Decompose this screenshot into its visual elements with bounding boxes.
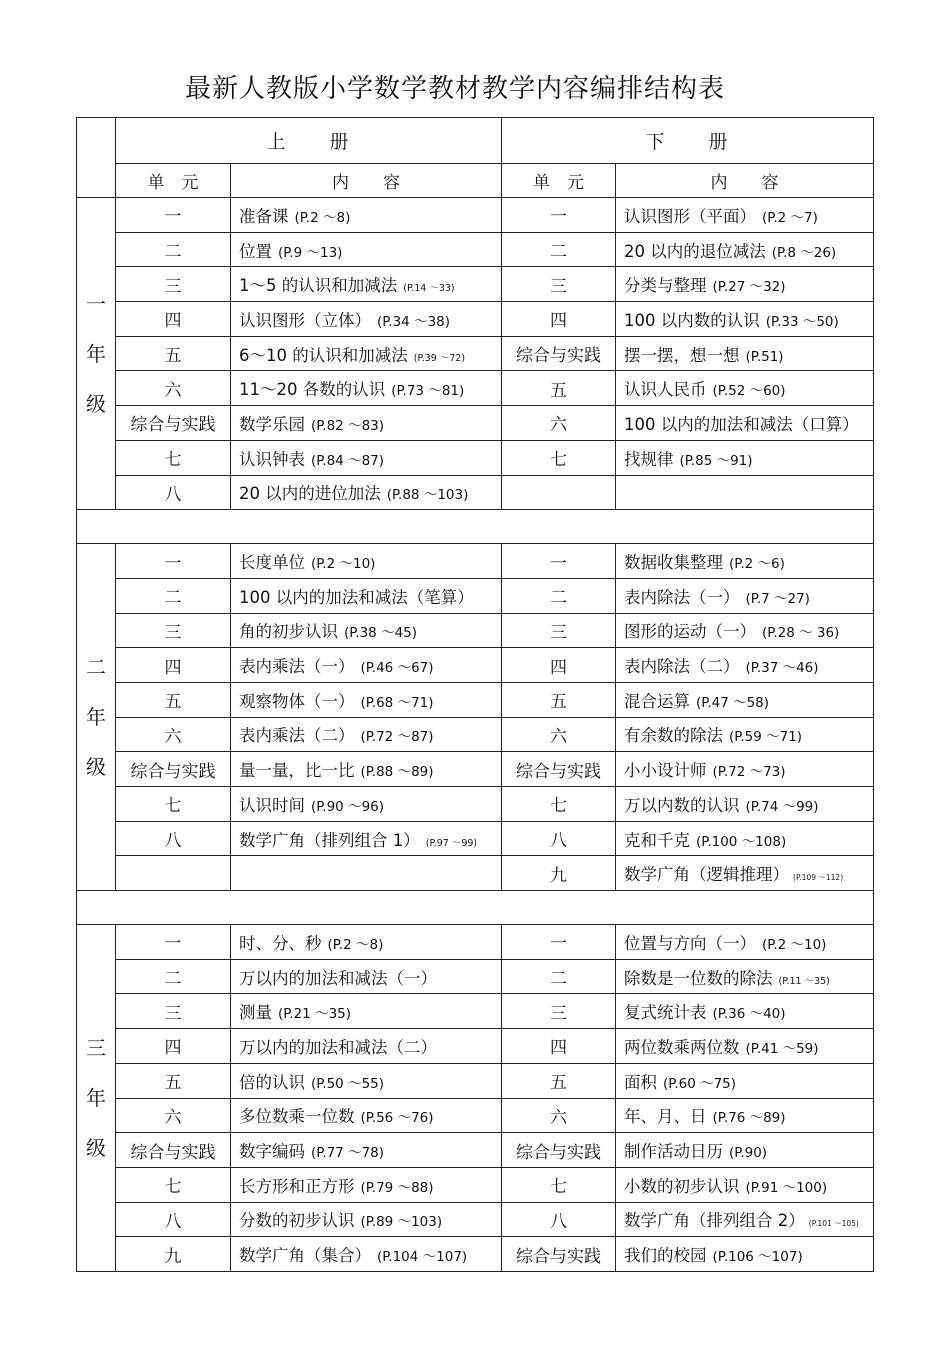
content-title: 找规律 [624, 449, 674, 469]
content-cell-lower [616, 787, 874, 822]
content-title: 测量 [239, 1003, 272, 1023]
page-range: (P.41 ～59) [745, 1040, 819, 1057]
content-title: 我们的校园 [624, 1246, 707, 1266]
content-title: 混合运算 [624, 691, 691, 711]
content-title: 数字编码 [239, 1142, 305, 1162]
page-range: (P.90) [729, 1145, 768, 1162]
content-title: 克和千克 [624, 830, 691, 850]
content-title: 位置 [239, 241, 272, 261]
page-range: (P.89 ～103) [360, 1214, 443, 1231]
content-title: 100 以内数的认识 [624, 310, 760, 330]
unit-cell-upper: 七 [116, 787, 231, 822]
table-row [77, 475, 874, 510]
table-row [77, 717, 874, 752]
page-range: (P.36 ～40) [712, 1006, 786, 1023]
table-row [77, 440, 874, 475]
table-row [77, 1098, 874, 1133]
content-title: 图形的运动（一） [624, 622, 757, 642]
content-cell-lower [616, 613, 874, 648]
page-range: (P.74 ～99) [745, 798, 819, 815]
unit-cell-upper: 一 [116, 544, 231, 579]
page-range: (P.2 ～8) [327, 936, 384, 953]
page-title: 最新人教版小学数学教材教学内容编排结构表 [184, 74, 725, 104]
table-row [77, 787, 874, 822]
unit-cell-upper: 一 [116, 925, 231, 960]
content-cell-lower [616, 1029, 874, 1064]
content-title: 万以内数的认识 [624, 795, 740, 815]
content-title: 分数的初步认识 [239, 1211, 355, 1231]
content-cell-lower [616, 267, 874, 302]
content-cell-upper [231, 267, 502, 302]
unit-cell-lower: 六 [502, 406, 616, 441]
page-range: (P.2 ～8) [294, 209, 351, 226]
page-range: (P.7 ～27) [745, 590, 810, 607]
unit-cell-upper: 五 [116, 682, 231, 717]
unit-cell-upper: 七 [116, 1167, 231, 1202]
unit-cell-lower: 六 [502, 1098, 616, 1133]
table-row [77, 1167, 874, 1202]
content-cell-lower [616, 406, 874, 441]
unit-cell-upper: 二 [116, 578, 231, 613]
header-upper-volume: 上 册 [116, 118, 502, 164]
content-cell-lower [616, 336, 874, 371]
unit-cell-upper [116, 856, 231, 891]
page-range: (P.27 ～32) [712, 279, 786, 296]
content-cell-lower [616, 1098, 874, 1133]
unit-cell-lower: 七 [502, 440, 616, 475]
page-range: (P.46 ～67) [360, 660, 434, 677]
content-title: 观察物体（一） [239, 691, 355, 711]
content-cell-upper [231, 682, 502, 717]
unit-cell-lower: 综合与实践 [502, 1133, 616, 1168]
content-cell-lower [616, 371, 874, 406]
content-title: 长方形和正方形 [239, 1176, 355, 1196]
content-cell-upper [231, 717, 502, 752]
content-cell-lower [616, 1133, 874, 1168]
content-title: 数学广角（排列组合 1） [239, 830, 420, 850]
content-cell-lower [616, 925, 874, 960]
content-title: 复式统计表 [624, 1003, 707, 1023]
table-body [77, 118, 874, 1272]
unit-cell-lower: 一 [502, 925, 616, 960]
page-range: (P.91 ～100) [745, 1179, 828, 1196]
content-title: 制作活动日历 [624, 1142, 724, 1162]
page-range: (P.85 ～91) [679, 452, 753, 469]
table-row [77, 198, 874, 233]
content-title: 摆一摆，想一想 [624, 345, 740, 365]
content-cell-lower [616, 1167, 874, 1202]
content-title: 位置与方向（一） [624, 933, 757, 953]
unit-cell-lower: 二 [502, 232, 616, 267]
content-cell-upper [231, 336, 502, 371]
unit-cell-upper: 综合与实践 [116, 752, 231, 787]
grade-label-char: 三 [86, 1036, 106, 1060]
page-range: (P.21 ～35) [278, 1006, 352, 1023]
page-range: (P.11 ～35) [778, 975, 830, 987]
content-title: 认识钟表 [239, 449, 305, 469]
content-title: 小数的初步认识 [624, 1176, 740, 1196]
content-title: 表内除法（二） [624, 657, 740, 677]
page-range: (P.8 ～26) [771, 244, 837, 261]
page-range: (P.33 ～50) [765, 313, 839, 330]
table-row [77, 752, 874, 787]
content-cell-upper [231, 1063, 502, 1098]
header-row-columns [77, 164, 874, 198]
content-title: 20 以内的退位减法 [624, 241, 766, 261]
table-row [77, 267, 874, 302]
content-cell-upper [231, 371, 502, 406]
unit-cell-lower: 一 [502, 198, 616, 233]
page-range: (P.2 ～6) [729, 556, 785, 573]
table-row [77, 648, 874, 683]
content-title: 表内乘法（二） [239, 726, 355, 746]
page-range: (P.76 ～89) [712, 1110, 786, 1127]
grade-label-char: 年 [86, 1086, 106, 1110]
content-cell-lower [616, 1237, 874, 1272]
table-row [77, 1237, 874, 1272]
unit-cell-upper: 四 [116, 648, 231, 683]
page-range: (P.34 ～38) [377, 313, 451, 330]
page-range: (P.9 ～13) [278, 244, 343, 261]
content-title: 时、分、秒 [239, 933, 322, 953]
page-range: (P.84 ～87) [311, 452, 385, 469]
header-unit-upper: 单 元 [116, 164, 231, 198]
page-range: (P.101 ～105) [808, 1219, 859, 1229]
page-range: (P.56 ～76) [360, 1110, 434, 1127]
page-range: (P.52 ～60) [712, 383, 786, 400]
unit-cell-lower: 四 [502, 648, 616, 683]
unit-cell-upper: 五 [116, 1063, 231, 1098]
unit-cell-upper: 四 [116, 302, 231, 337]
unit-cell-lower: 五 [502, 682, 616, 717]
content-cell-lower [616, 959, 874, 994]
content-cell-upper [231, 787, 502, 822]
content-title: 年、月、日 [624, 1107, 707, 1127]
header-row-volume [77, 118, 874, 164]
grade-label-char: 一 [86, 291, 106, 316]
content-title: 数学广角（排列组合 2） [624, 1211, 805, 1231]
content-title: 面积 [624, 1072, 658, 1092]
content-title: 1～5 的认识和加减法 [239, 276, 398, 296]
content-cell-lower [616, 440, 874, 475]
table-row [77, 1063, 874, 1098]
unit-cell-lower: 二 [502, 959, 616, 994]
unit-cell-upper: 三 [116, 613, 231, 648]
content-cell-lower [616, 717, 874, 752]
content-title: 倍的认识 [239, 1072, 305, 1092]
unit-cell-upper: 六 [116, 717, 231, 752]
content-cell-upper [231, 1029, 502, 1064]
unit-cell-lower: 三 [502, 613, 616, 648]
page-range: (P.77 ～78) [311, 1145, 385, 1162]
page-range: (P.51) [745, 348, 784, 365]
grade-label-char: 二 [86, 655, 106, 680]
grade-label-cell [77, 198, 116, 510]
unit-cell-upper: 三 [116, 267, 231, 302]
unit-cell-upper: 四 [116, 1029, 231, 1064]
content-cell-upper [231, 925, 502, 960]
unit-cell-lower: 综合与实践 [502, 752, 616, 787]
page-range: (P.39 ～72) [413, 352, 466, 364]
table-row [77, 959, 874, 994]
content-cell-upper [231, 959, 502, 994]
content-title: 两位数乘两位数 [624, 1037, 740, 1057]
unit-cell-upper: 六 [116, 371, 231, 406]
content-cell-upper [231, 1202, 502, 1237]
table-row [77, 1133, 874, 1168]
unit-cell-upper: 八 [116, 1202, 231, 1237]
page-range: (P.68 ～71) [360, 694, 434, 711]
content-title: 角的初步认识 [239, 622, 338, 642]
unit-cell-upper: 九 [116, 1237, 231, 1272]
unit-cell-lower: 三 [502, 994, 616, 1029]
unit-cell-upper: 综合与实践 [116, 1133, 231, 1168]
content-title: 11～20 各数的认识 [239, 380, 386, 400]
content-title: 分类与整理 [624, 276, 707, 296]
unit-cell-lower: 六 [502, 717, 616, 752]
grade-label-char: 级 [86, 1136, 106, 1160]
table-row [77, 371, 874, 406]
unit-cell-lower: 四 [502, 302, 616, 337]
content-cell-lower [616, 302, 874, 337]
content-cell-lower [616, 752, 874, 787]
page-range: (P.88 ～89) [360, 764, 434, 781]
content-cell-upper [231, 648, 502, 683]
content-cell-upper [231, 613, 502, 648]
unit-cell-lower: 四 [502, 1029, 616, 1064]
content-title: 表内乘法（一） [239, 657, 355, 677]
content-title: 100 以内的加法和减法（笔算） [239, 587, 474, 607]
page-range: (P.106 ～107) [712, 1249, 803, 1266]
content-cell-lower [616, 994, 874, 1029]
content-cell-lower [616, 198, 874, 233]
page-range: (P.79 ～88) [360, 1179, 434, 1196]
table-row [77, 302, 874, 337]
content-cell-lower [616, 232, 874, 267]
content-title: 万以内的加法和减法（二） [239, 1037, 437, 1057]
unit-cell-lower: 七 [502, 787, 616, 822]
table-row [77, 1029, 874, 1064]
content-cell-lower [616, 475, 874, 510]
grade-label-cell [77, 925, 116, 1272]
page-range: (P.82 ～83) [311, 417, 385, 434]
page-range: (P.37 ～46) [745, 660, 819, 677]
page-range: (P.2 ～7) [762, 209, 818, 226]
grade-separator-row [77, 891, 874, 925]
content-cell-upper [231, 578, 502, 613]
content-title: 数学广角（集合） [239, 1246, 371, 1266]
unit-cell-lower: 九 [502, 856, 616, 891]
page-range: (P.50 ～55) [311, 1075, 385, 1092]
page-range: (P.28 ～ 36) [762, 625, 840, 642]
header-corner-cell [77, 118, 116, 198]
content-title: 认识时间 [239, 795, 305, 815]
unit-cell-lower: 八 [502, 821, 616, 856]
content-cell-lower [616, 578, 874, 613]
table-row [77, 578, 874, 613]
content-title: 20 以内的进位加法 [239, 484, 381, 504]
grade-label-char: 级 [86, 755, 106, 780]
separator-cell [77, 510, 874, 544]
grade-label-char: 级 [86, 391, 106, 416]
content-title: 数学乐园 [239, 414, 305, 434]
content-title: 除数是一位数的除法 [624, 968, 773, 988]
unit-cell-upper: 二 [116, 959, 231, 994]
content-title: 小小设计师 [624, 761, 707, 781]
unit-cell-upper: 五 [116, 336, 231, 371]
content-cell-upper [231, 198, 502, 233]
page-range: (P.60 ～75) [663, 1075, 737, 1092]
unit-cell-upper: 一 [116, 198, 231, 233]
content-cell-lower [616, 1063, 874, 1098]
table-row [77, 682, 874, 717]
table-row [77, 994, 874, 1029]
table-row [77, 336, 874, 371]
unit-cell-lower: 综合与实践 [502, 336, 616, 371]
table-row [77, 1202, 874, 1237]
table-row [77, 406, 874, 441]
page-range: (P.2 ～10) [762, 936, 827, 953]
table-row [77, 856, 874, 891]
content-cell-upper [231, 856, 502, 891]
page-range: (P.59 ～71) [729, 729, 803, 746]
content-title: 量一量，比一比 [239, 761, 355, 781]
content-cell-upper [231, 302, 502, 337]
page-range: (P.88 ～103) [386, 487, 469, 504]
content-title: 100 以内的加法和减法（口算） [624, 414, 859, 434]
page-range: (P.72 ～87) [360, 729, 434, 746]
unit-cell-lower: 三 [502, 267, 616, 302]
content-cell-lower [616, 682, 874, 717]
unit-cell-upper: 三 [116, 994, 231, 1029]
table-row [77, 232, 874, 267]
grade-separator-row [77, 510, 874, 544]
page-range: (P.109 ～112) [793, 873, 844, 883]
table-row [77, 613, 874, 648]
page-range: (P.90 ～96) [311, 798, 385, 815]
content-cell-upper [231, 1167, 502, 1202]
unit-cell-lower: 八 [502, 1202, 616, 1237]
content-title: 长度单位 [239, 553, 305, 573]
page-range: (P.14 ～33) [403, 283, 455, 295]
page-range: (P.38 ～45) [344, 625, 418, 642]
content-title: 有余数的除法 [624, 726, 724, 746]
content-cell-lower [616, 856, 874, 891]
content-cell-upper [231, 1237, 502, 1272]
content-title: 认识图形（平面） [624, 206, 757, 226]
header-lower-volume: 下 册 [502, 118, 874, 164]
content-title: 准备课 [239, 206, 289, 226]
content-title: 表内除法（一） [624, 587, 740, 607]
page-range: (P.97 ～99) [425, 837, 478, 849]
page-range: (P.47 ～58) [696, 694, 770, 711]
grade-label-char: 年 [86, 705, 106, 730]
content-cell-lower [616, 1202, 874, 1237]
unit-cell-upper: 二 [116, 232, 231, 267]
grade-label-char: 年 [86, 341, 106, 366]
unit-cell-upper: 六 [116, 1098, 231, 1133]
content-title: 数学广角（逻辑推理） [624, 865, 790, 885]
content-title: 认识人民币 [624, 380, 707, 400]
header-content-upper: 内 容 [231, 164, 502, 198]
page-range: (P.100 ～108) [696, 833, 787, 850]
unit-cell-lower: 五 [502, 371, 616, 406]
content-cell-upper [231, 440, 502, 475]
content-title: 6～10 的认识和加减法 [239, 345, 408, 365]
unit-cell-lower: 综合与实践 [502, 1237, 616, 1272]
content-cell-upper [231, 752, 502, 787]
unit-cell-lower: 二 [502, 578, 616, 613]
header-unit-lower: 单 元 [502, 164, 616, 198]
grade-label-cell [77, 544, 116, 891]
content-title: 数据收集整理 [624, 553, 724, 573]
content-cell-upper [231, 1098, 502, 1133]
table-row [77, 821, 874, 856]
table-row [77, 544, 874, 579]
page-range: (P.73 ～81) [391, 383, 465, 400]
unit-cell-upper: 八 [116, 821, 231, 856]
content-cell-lower [616, 821, 874, 856]
content-cell-upper [231, 232, 502, 267]
content-title: 万以内的加法和减法（一） [239, 968, 437, 988]
content-cell-upper [231, 994, 502, 1029]
unit-cell-lower: 五 [502, 1063, 616, 1098]
header-content-lower: 内 容 [616, 164, 874, 198]
content-cell-upper [231, 406, 502, 441]
content-cell-lower [616, 544, 874, 579]
content-cell-upper [231, 821, 502, 856]
page-range: (P.2 ～10) [311, 556, 376, 573]
unit-cell-upper: 综合与实践 [116, 406, 231, 441]
page-range: (P.72 ～73) [712, 764, 786, 781]
page-range: (P.104 ～107) [377, 1249, 468, 1266]
separator-cell [77, 891, 874, 925]
unit-cell-upper: 七 [116, 440, 231, 475]
content-cell-upper [231, 475, 502, 510]
content-title: 认识图形（立体） [239, 310, 371, 330]
content-title: 多位数乘一位数 [239, 1107, 355, 1127]
content-cell-lower [616, 648, 874, 683]
curriculum-table [76, 117, 874, 1272]
content-cell-upper [231, 544, 502, 579]
table-row [77, 925, 874, 960]
unit-cell-upper: 八 [116, 475, 231, 510]
content-cell-upper [231, 1133, 502, 1168]
unit-cell-lower [502, 475, 616, 510]
unit-cell-lower: 七 [502, 1167, 616, 1202]
unit-cell-lower: 一 [502, 544, 616, 579]
